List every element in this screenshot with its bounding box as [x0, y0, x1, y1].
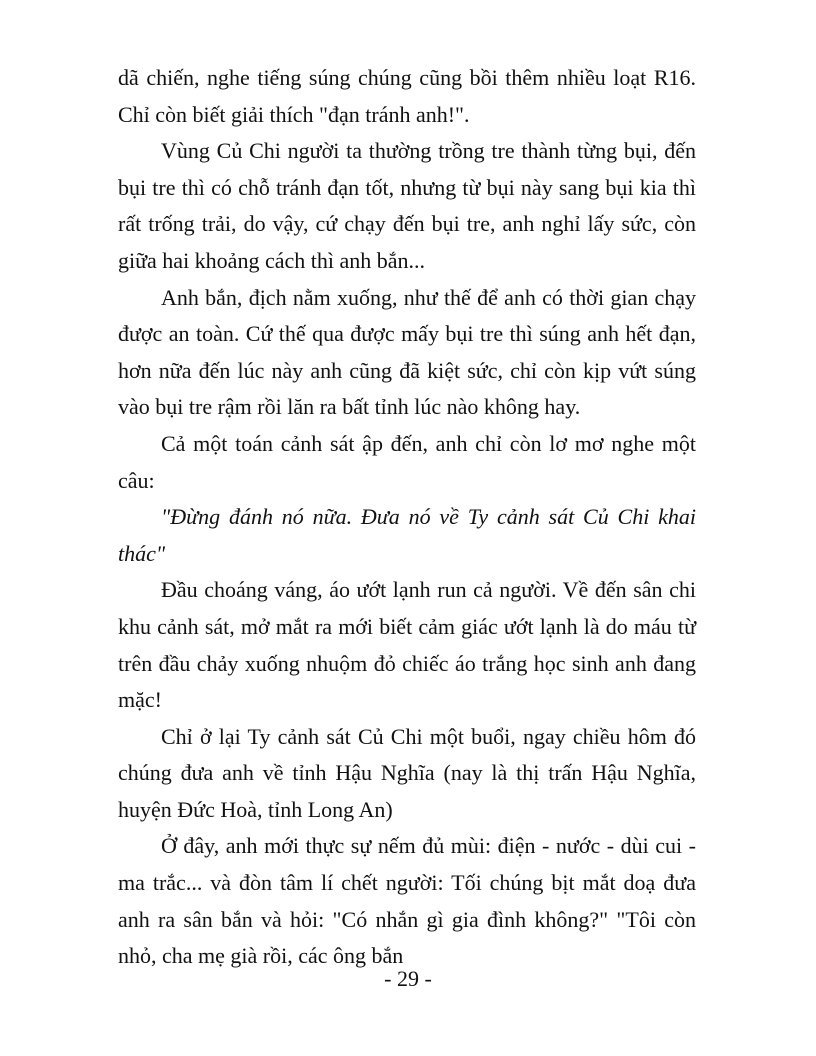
- quote-paragraph: "Đừng đánh nó nữa. Đưa nó về Ty cảnh sát Củ Chi khai thác": [118, 504, 696, 566]
- paragraph-1: dã chiến, nghe tiếng súng chúng cũng bồi thêm nhiều loạt R16. Chỉ còn biết giải thích "đạn tránh anh!".: [118, 65, 696, 127]
- page-body: [118, 60, 696, 975]
- page-number: - 29 -: [384, 966, 432, 991]
- paragraph-2: Vùng Củ Chi người ta thường trồng tre thành từng bụi, đến bụi tre thì có chỗ tránh đạn tốt, nhưng từ bụi này sang bụi kia thì rất trống trải, do vậy, cứ chạy đến bụi tre, anh nghỉ lấy sức, còn giữa hai khoảng cách thì anh bắn...: [118, 138, 696, 273]
- paragraph-7: Chỉ ở lại Ty cảnh sát Củ Chi một buổi, ngay chiều hôm đó chúng đưa anh về tỉnh Hậu Nghĩa (nay là thị trấn Hậu Nghĩa, huyện Đức Hoà, tỉnh Long An): [118, 723, 696, 822]
- paragraph-3: Anh bắn, địch nằm xuống, như thế để anh có thời gian chạy được an toàn. Cứ thế qua được mấy bụi tre thì súng anh hết đạn, hơn nữa đến lúc này anh cũng đã kiệt sức, chỉ còn kịp vứt súng vào bụi tre rậm rồi lăn ra bất tỉnh lúc nào không hay.: [118, 284, 696, 420]
- paragraph-4: Cả một toán cảnh sát ập đến, anh chỉ còn lơ mơ nghe một câu:: [118, 430, 696, 493]
- paragraph-8: Ở đây, anh mới thực sự nếm đủ mùi: điện - nước - dùi cui - ma trắc... và đòn tâm lí chết người: Tối chúng bịt mắt doạ đưa anh ra sân bắn và hỏi: "Có nhắn gì gia đình không?" "Tôi còn nhỏ, cha mẹ già rồi, các ông bắn: [118, 833, 696, 969]
- paragraph-6: Đầu choáng váng, áo ướt lạnh run cả người. Về đến sân chi khu cảnh sát, mở mắt ra mới biết cảm giác ướt lạnh là do máu từ trên đầu chảy xuống nhuộm đỏ chiếc áo trắng học sinh anh đang mặc!: [118, 577, 696, 713]
